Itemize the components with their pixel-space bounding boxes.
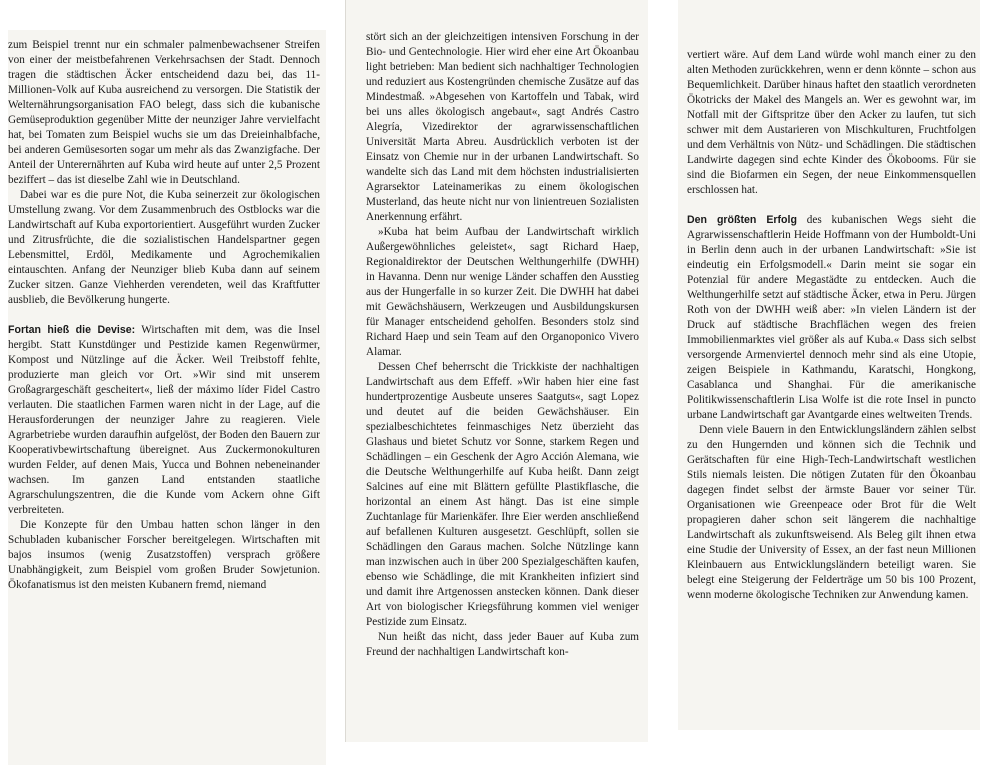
paragraph: Die Konzepte für den Umbau hatten schon länger in den Schubladen kubanischer Forscher bereitgelegen. Wirtschaften mit bajos insumos (wenig Zusatzstoffen) versprach größere Unabhängigkeit, zum Beispiel vom großen Bruder Sowjetunion. Ökofanatismus ist den meisten Kubanern fremd, niemand bbox=[8, 519, 320, 591]
paragraph: Denn viele Bauern in den Entwicklungsländern zählen selbst zu den Hungernden und können sich die Technik und Gerätschaften für eine High-Tech-Landwirtschaft westlichen Stils niemals leisten. Die nötigen Zutaten für den Ökoanbau dagegen findet selbst der ärmste Bauer vor seiner Tür. Organisationen wie Greenpeace oder Brot für die Welt propagieren daher schon seit längerem die nachhaltige Landwirtschaft als zukunftsweisend. Als Beleg gilt ihnen etwa eine Studie der University of Essex, an der fast neun Millionen Kleinbauern aus Entwicklungsländern beteiligt waren. Sie belegt eine Steigerung der Felderträge um 50 bis 100 Prozent, wenn moderne ökologische Techniken zur Anwendung kamen. bbox=[687, 424, 976, 601]
paragraph: Dabei war es die pure Not, die Kuba seinerzeit zur ökologischen Umstellung zwang. Vor dem Zusammenbruch des Ostblocks war die Landwirtschaft auf Kuba exportorientiert. Ausgeführt wurden Zucker und Zitrusfrüchte, die die sozialistischen Handelspartner gegen Lebensmittel, Erdöl, Medikamente und Agrochemikalien eintauschten. Anfang der Neunziger blieb Kuba dann auf seinem Zucker sitzen. Ganze Viehherden verendeten, weil das Kraftfutter ausblieb, die Bevölkerung hungerte. bbox=[8, 189, 320, 306]
paragraph bbox=[687, 213, 976, 423]
article-column-2 bbox=[345, 0, 648, 742]
article-column-1 bbox=[8, 0, 326, 765]
torn-edge bbox=[8, 0, 326, 30]
paragraph-lead-in: Den größten Erfolg bbox=[687, 214, 797, 226]
paragraph-text: des kubanischen Wegs sieht die Agrarwissenschaftlerin Heide Hoffmann von der Humboldt-Uni in Berlin denn auch in der urbanen Landwirtschaft: »Sie ist eindeutig ein Erfolgsmodell.« Darin meint sie sogar ein Potenzial für andere Megastädte zu entdecken. Auch die Welthungerhilfe setzt auf städtische Äcker, etwa in Peru. Jürgen Roth von der DWHH weiß aber: »In vielen Ländern ist der Druck auf städtische Brachflächen wegen des freien Immobilienmarktes viel größer als auf Kuba.« Dass sich selbst versorgende Armenviertel dennoch mehr sind als eine Utopie, zeigen Beispiele in Kathmandu, Karatschi, Hongkong, Casablanca und Shanghai. Für die amerikanische Politikwissenschaftlerin Lisa Wolfe ist die rote Insel in puncto urbane Landwirtschaft gar Avantgarde eines weltweiten Trends. bbox=[687, 214, 976, 421]
paragraph: Dessen Chef beherrscht die Trickkiste der nachhaltigen Landwirtschaft aus dem Effeff. »Wir haben hier eine fast hundertprozentige Ausbeute unseres Saatguts«, sagt Lopez und deutet auf die beiden Gewächshäuser. Ein spezialbeschichtetes feinmaschiges Netz überzieht das Glashaus und bietet Schutz vor Sonne, starkem Regen und Schädlingen – ein Geschenk der Agro Acción Alemana, wie die Deutsche Welthungerhilfe auf Kuba heißt. Dann zeigt Salcines auf eine mit Blättern gefüllte Plastikflasche, die horizontal an einem Ast hängt. Das ist eine simple Zuchtanlage für Marienkäfer. Ihre Eier werden anschließend auf befallenen Kulturen ausgesetzt. Geschlüpft, sollen sie Schädlingen den Garaus machen. Solche Nützlinge kann man inzwischen auch in über 200 Spezialgeschäften kaufen, ebenso wie Schädlinge, die mit Krankheiten infiziert sind und damit ihre Artgenossen anstecken können. Dank dieser Art von biologischer Kriegsführung kommen viel weniger Pestizide zum Einsatz. bbox=[366, 361, 639, 628]
paragraph bbox=[8, 323, 320, 518]
paragraph: vertiert wäre. Auf dem Land würde wohl manch einer zu den alten Methoden zurückkehren, wenn er denn könnte – schon aus Bequemlichkeit. Darüber hinaus haftet den staatlich verordneten Ökotricks der Makel des Mangels an. Wer es gewohnt war, im Notfall mit der Giftspritze über den Acker zu laufen, tut sich schwer mit dem Austarieren von Mischkulturen, Fruchtfolgen und dem Verhältnis von Nütz- und Schädlingen. Die städtischen Landwirte dagegen sind echte Kinder des Ökobooms. Für sie sind die Biofarmen ein Segen, der neue Einkommensquellen erschlossen hat. bbox=[687, 49, 976, 196]
article-column-3 bbox=[678, 0, 980, 730]
paragraph: Nun heißt das nicht, dass jeder Bauer auf Kuba zum Freund der nachhaltigen Landwirtschaft kon- bbox=[366, 631, 639, 658]
paragraph: »Kuba hat beim Aufbau der Landwirtschaft wirklich Außergewöhnliches geleistet«, sagt Richard Haep, Regionaldirektor der Deutschen Welthungerhilfe (DWHH) in Havanna. Denn nur wenige Länder schaffen den Ausstieg aus der Hungerfalle in so kurzer Zeit. Die DWHH hat dabei mit Gewächshäusern, Werkzeugen und Ausbildungskursen für Manager entscheidend geholfen. Besonders stolz sind Richard Haep und sein Team auf den Organoponico Vivero Alamar. bbox=[366, 226, 639, 358]
paragraph: zum Beispiel trennt nur ein schmaler palmenbewachsener Streifen von einer der meistbefahrenen Verkehrsachsen der Stadt. Dennoch tragen die städtischen Äcker entscheidend dazu bei, das 11-Millionen-Volk auf Kuba ausreichend zu versorgen. Die Statistik der Welternährungsorganisation FAO belegt, dass sich die kubanische Gemüseproduktion gegenüber Mitte der neunziger Jahre vervielfacht hat, bei Tomaten zum Beispiel wuchs sie um das Dreieinhalbfache, bei anderen Gemüsesorten sogar um mehr als das Zwanzigfache. Der Anteil der Unterernährten auf Kuba wird heute auf unter 2,5 Prozent beziffert – das ist dieselbe Zahl wie in Deutschland. bbox=[8, 39, 320, 186]
paragraph: stört sich an der gleichzeitigen intensiven Forschung in der Bio- und Gentechnologie. Hier wird eher eine Art Ökoanbau light betrieben: Man bedient sich nachhaltiger Technologien und reduziert aus Kostengründen chemische Zusätze auf das Mindestmaß. »Abgesehen von Kartoffeln und Tabak, wird bei uns alles ökologisch angebaut«, sagt Andrés Castro Alegría, Vizedirektor der agrarwissenschaftlichen Universität Marta Abreu. Ausdrücklich verboten ist der Einsatz von Chemie nur in der urbanen Landwirtschaft. So wandelte sich das Land mit dem höchsten industrialisierten Agrarsektor Lateinamerikas zu einem ökologischen Musterland, das heute nicht nur von linientreuen Sozialisten Anerkennung erfährt. bbox=[366, 31, 639, 223]
paragraph-text: Wirtschaften mit dem, was die Insel hergibt. Statt Kunstdünger und Pestizide kamen Regenwürmer, Kompost und Nützlinge auf die Äcker. Weil Treibstoff fehlte, produzierte man gleich vor Ort. »Wir sind mit unserem Großagrargeschäft gescheitert«, ließ der máximo líder Fidel Castro verlauten. Die staatlichen Farmen waren nicht in der Lage, auf die Herausforderungen der neunziger Jahre zu reagieren. Viele Agrarbetriebe wurden daraufhin aufgelöst, der Boden den Bauern zur Kooperativbewirtschaftung übereignet. Aus Zuckermonokulturen wurden Felder, auf denen Mais, Yucca und Bohnen nebeneinander wachsen. Im ganzen Land entstanden staatliche Agrarschulungszentren, die die Kunde vom Ackern ohne Gift verbreiteten. bbox=[8, 324, 320, 516]
paragraph-lead-in: Fortan hieß die Devise: bbox=[8, 324, 136, 336]
